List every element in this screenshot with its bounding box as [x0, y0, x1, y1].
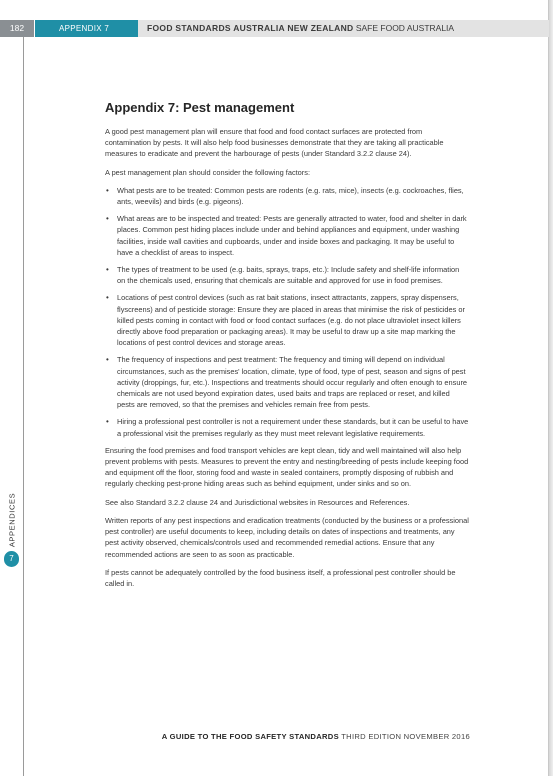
- list-item: • Locations of pest control devices (such as rat bait stations, insect attractants, zappers, spray dispensers, flyscreens) and of pesticide storage: Ensure they are placed in areas that minimise the risk of pesticides or killed pests coming in contact with food or food contact surfaces (e.g. do not place ultraviolet insect killers directly above food preparation or packaging areas). It may be useful to draw up a site map marking the locations of pest control devices and storage areas.: [105, 292, 469, 348]
- records-paragraph: Written reports of any pest inspections and eradication treatments (conducted by the business or a professional pest controller) are useful documents to keep, including details on dates of inspections and treatments, any pest activity observed, chemicals/controls used and recommended remedial actions. Ensure that any recommended actions are seen to as soon as practicable.: [105, 515, 469, 559]
- publication-name: SAFE FOOD AUSTRALIA: [355, 23, 455, 33]
- margin-rule: [23, 37, 24, 776]
- footer-edition: THIRD EDITION NOVEMBER 2016: [341, 732, 470, 741]
- intro-paragraph: A good pest management plan will ensure that food and food contact surfaces are protected from contamination by pests. It will also help food businesses demonstrate that they are taking all practicable measures to eradicate and prevent the harbourage of pests (under Standard 3.2.2 clause 24).: [105, 127, 444, 159]
- running-footer: [162, 732, 470, 741]
- org-name: FOOD STANDARDS AUSTRALIA NEW ZEALAND: [147, 23, 354, 33]
- see-also-paragraph: See also Standard 3.2.2 clause 24 and Jurisdictional websites in Resources and References.: [105, 497, 410, 507]
- main-content: [105, 100, 469, 596]
- side-section-number-badge: 7: [4, 551, 19, 567]
- factors-intro: A pest management plan should consider the following factors:: [105, 167, 311, 177]
- list-item: • The frequency of inspections and pest treatment: The frequency and timing will depend on individual circumstances, such as the premises' location, climate, type of food, type of pest, season and signs of pest activity (droppings, fur, etc.). Inspections and treatments should occur regularly and often enough to ensure chemicals are not used beyond expiration dates, used baits and traps are replaced or reset, and killed pests are removed, so that the premises and vehicles remain free from pests.: [105, 354, 469, 410]
- page-number: 182: [0, 20, 34, 37]
- page-edge-shadow: [549, 0, 553, 776]
- running-header: [0, 20, 549, 37]
- page-title: Appendix 7: Pest management: [105, 100, 295, 115]
- list-item: • The types of treatment to be used (e.g. baits, sprays, traps, etc.): Include safety and shelf-life information on the chemicals used, ensuring that chemicals are suitable and approved for use in food premises.: [105, 264, 469, 286]
- side-section-label: [4, 492, 19, 548]
- footer-title: A GUIDE TO THE FOOD SAFETY STANDARDS: [161, 732, 339, 741]
- cleanliness-paragraph: Ensuring the food premises and food transport vehicles are kept clean, tidy and well maintained will also help prevent problems with pests. Measures to prevent the entry and nesting/breeding of pests include keeping food and equipment off the floor, storing food and waste in sealed containers, promptly disposing of rubbish and regularly checking pest-prone hiding areas such as behind equipment, under sinks and so on.: [105, 445, 469, 489]
- professional-paragraph: If pests cannot be adequately controlled by the food business itself, a professional pest controller should be called in.: [105, 567, 456, 588]
- list-item: • Hiring a professional pest controller is not a requirement under these standards, but it can be useful to have a professional visit the premises regularly as they must meet relevant legislative requirements.: [105, 416, 469, 438]
- side-section-text: APPENDICES: [7, 492, 16, 548]
- list-item: • What pests are to be treated: Common pests are rodents (e.g. rats, mice), insects (e.g. cockroaches, flies, ants, weevils) and birds (e.g. pigeons).: [105, 185, 469, 207]
- factors-list: [105, 185, 469, 439]
- list-item: • What areas are to be inspected and treated: Pests are generally attracted to water, food and shelter in dark places. Common pest hiding places include under and behind appliances and equipment, under washing facilities, inside wall cavities and cupboards, under and inside boxes and packaging. It may be useful to have a checklist of areas to inspect.: [105, 213, 469, 258]
- section-tab: APPENDIX 7: [35, 20, 138, 37]
- publication-header: [138, 20, 549, 37]
